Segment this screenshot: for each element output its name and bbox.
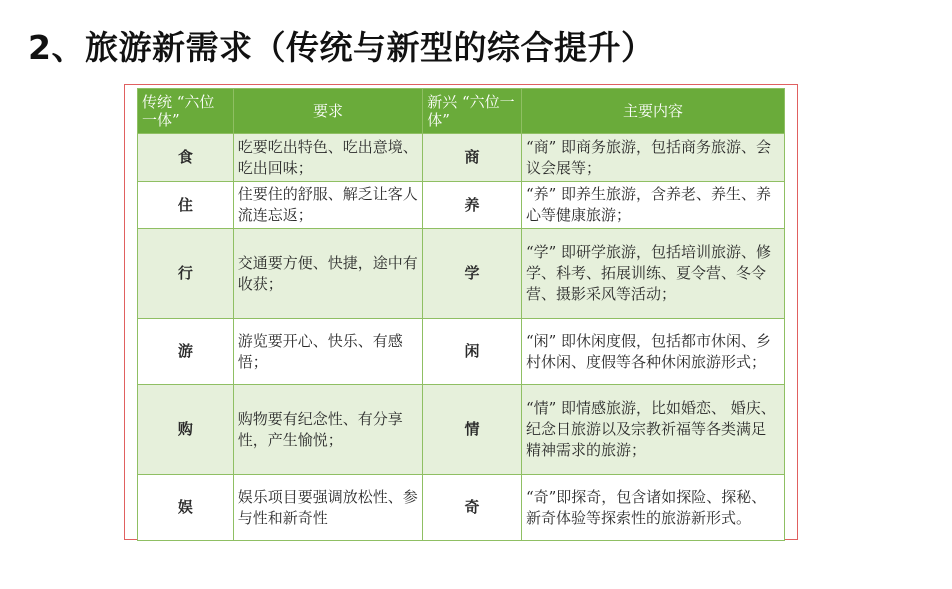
- emerging-cell: 学: [423, 229, 522, 319]
- header-emerging: 新兴 “六位一体”: [423, 89, 522, 134]
- emerging-cell: 情: [423, 385, 522, 475]
- emerging-cell: 闲: [423, 319, 522, 385]
- content-cell: “养” 即养生旅游，含养老、养生、养心等健康旅游；: [521, 182, 784, 229]
- requirement-cell: 住要住的舒服、解乏让客人流连忘返；: [233, 182, 422, 229]
- table-row: [138, 134, 785, 182]
- table-row: [138, 229, 785, 319]
- traditional-cell: 食: [138, 134, 234, 182]
- requirement-cell: 购物要有纪念性、有分享性，产生愉悦；: [233, 385, 422, 475]
- emerging-cell: 商: [423, 134, 522, 182]
- six-in-one-table: [137, 88, 785, 541]
- table-row: [138, 319, 785, 385]
- table-row: [138, 385, 785, 475]
- emerging-cell: 奇: [423, 475, 522, 541]
- content-cell: “商” 即商务旅游，包括商务旅游、会议会展等；: [521, 134, 784, 182]
- requirement-cell: 游览要开心、快乐、有感悟；: [233, 319, 422, 385]
- emerging-cell: 养: [423, 182, 522, 229]
- requirement-cell: 娱乐项目要强调放松性、参与性和新奇性: [233, 475, 422, 541]
- table-header-row: [138, 89, 785, 134]
- header-requirement: 要求: [233, 89, 422, 134]
- table-row: [138, 182, 785, 229]
- content-cell: “闲” 即休闲度假，包括都市休闲、乡村休闲、度假等各种休闲旅游形式；: [521, 319, 784, 385]
- content-cell: “情” 即情感旅游，比如婚恋、 婚庆、纪念日旅游以及宗教祈福等各类满足精神需求的旅游；: [521, 385, 784, 475]
- header-traditional: 传统 “六位一体”: [138, 89, 234, 134]
- traditional-cell: 购: [138, 385, 234, 475]
- slide-title: 2、旅游新需求（传统与新型的综合提升）: [28, 28, 655, 67]
- table-frame: [124, 84, 798, 540]
- requirement-cell: 交通要方便、快捷，途中有收获；: [233, 229, 422, 319]
- content-cell: “奇”即探奇，包含诸如探险、探秘、新奇体验等探索性的旅游新形式。: [521, 475, 784, 541]
- traditional-cell: 行: [138, 229, 234, 319]
- table-row: [138, 475, 785, 541]
- traditional-cell: 住: [138, 182, 234, 229]
- header-main-content: 主要内容: [521, 89, 784, 134]
- requirement-cell: 吃要吃出特色、吃出意境、吃出回味；: [233, 134, 422, 182]
- content-cell: “学” 即研学旅游，包括培训旅游、修学、科考、拓展训练、夏令营、冬令营、摄影采风等活动；: [521, 229, 784, 319]
- traditional-cell: 游: [138, 319, 234, 385]
- traditional-cell: 娱: [138, 475, 234, 541]
